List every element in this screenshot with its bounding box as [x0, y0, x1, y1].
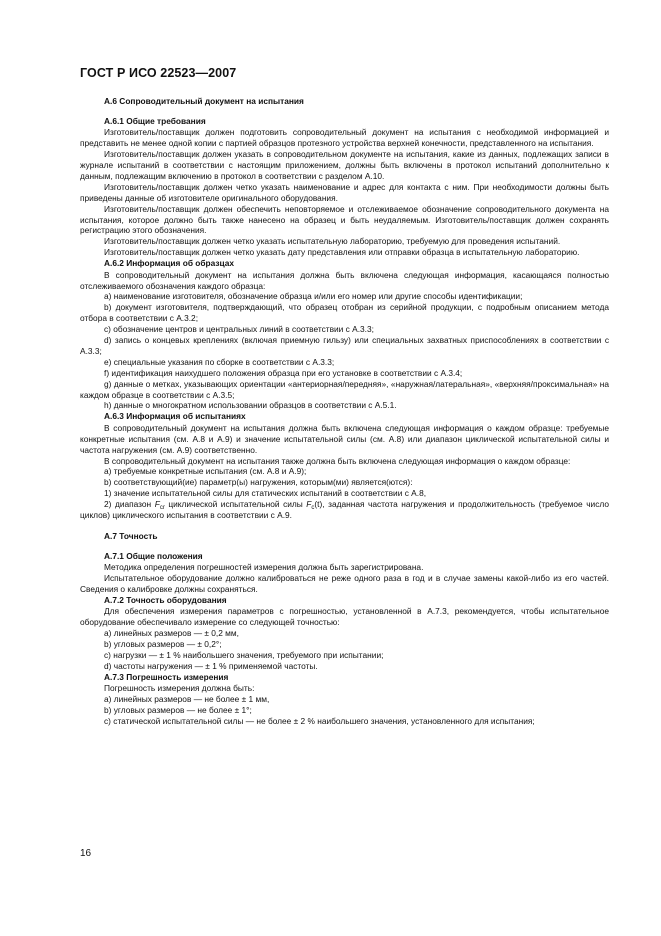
paragraph: Изготовитель/поставщик должен указать в сопроводительном документе на испытания, какие из данных, подлежащих записи в журнале испытаний в соответствии с настоящим приложением, должны быть включены в протокол испытаний дополнительно к данным, подлежащим включению в протокол в соответствии с разделом А.10. [80, 149, 609, 181]
formula-text: , заданная частота нагружения и продолжительность (требуемое число циклов) циклического испытания в соответствии с А.9. [80, 499, 609, 521]
list-item: e) специальные указания по сборке в соответствии с А.3.3; [104, 356, 335, 367]
subsection-heading-a7-2: А.7.2 Точность оборудования [104, 594, 227, 605]
list-item: d) запись о концевых креплениях (включая приемную гильзу) или специальных захватных приспособлениях в соответствии с А.3.3; [80, 335, 609, 356]
list-item-formula [80, 499, 609, 521]
list-item: c) статической испытательной силы — не более ± 2 % наибольшего значения, установленного для испытания; [104, 715, 535, 726]
page-number: 16 [80, 848, 92, 859]
list-item: a) линейных размеров — ± 0,2 мм, [104, 628, 239, 639]
paragraph: В сопроводительный документ на испытания должна быть включена следующая информация, касающаяся полностью отслеживаемого обозначения каждого образца: [80, 269, 609, 291]
list-item: a) требуемые конкретные испытания (см. А.8 и А.9); [104, 466, 307, 477]
section-heading-a7: А.7 Точность [104, 530, 158, 541]
formula-text: циклической испытательной силы [164, 499, 307, 510]
formula-subscript: cr [159, 505, 165, 512]
list-item: b) угловых размеров — не более ± 1°; [104, 705, 252, 716]
list-item: a) наименование изготовителя, обозначение образца и/или его номер или другие способы идентификации; [104, 291, 523, 302]
subsection-heading-a7-3: А.7.3 Погрешность измерения [104, 671, 229, 682]
list-item: d) частоты нагружения — ± 1 % применяемой частоты. [104, 660, 318, 671]
paragraph: В сопроводительный документ на испытания также должна быть включена следующая информация о каждом образце: [104, 455, 571, 466]
paragraph: Изготовитель/поставщик должен четко указать наименование и адрес для контакта с ним. При необходимости должны быть приведены данные об изготовителе оригинального оборудования. [80, 181, 609, 203]
paragraph: Для обеспечения измерения параметров с погрешностью, установленной в А.7.3, рекомендуется, чтобы испытательное оборудование обеспечивало измерение со следующей точностью: [80, 606, 609, 628]
paragraph: В сопроводительный документ на испытания должна быть включена следующая информация о каждом образце: требуемые конкретные испытания (см. А.8 и А.9) и значение испытательной силы (см. А.8) или диапазон циклической испытательной силы и частота нагружения (см. А.9) соответственно. [80, 422, 609, 455]
formula-argument: (t) [314, 499, 323, 510]
formula-text: 2) диапазон [104, 499, 155, 510]
list-item: c) обозначение центров и центральных линий в соответствии с А.3.3; [104, 324, 374, 335]
subsection-heading-a6-1: А.6.1 Общие требования [104, 115, 206, 126]
paragraph: Изготовитель/поставщик должен четко указать дату представления или отправки образца в испытательную лабораторию. [104, 247, 580, 258]
subsection-heading-a7-1: А.7.1 Общие положения [104, 550, 203, 561]
subsection-heading-a6-3: А.6.3 Информация об испытаниях [104, 411, 246, 422]
list-item: 1) значение испытательной силы для статических испытаний в соответствии с А.8, [104, 488, 427, 499]
formula-symbol: F [306, 499, 312, 510]
list-item: b) угловых размеров — ± 0,2°; [104, 639, 222, 650]
paragraph: Изготовитель/поставщик должен четко указать испытательную лабораторию, требуемую для проведения испытаний. [104, 236, 561, 247]
paragraph: Испытательное оборудование должно калиброваться не реже одного раза в год и в случае замены какой-либо из его частей. Сведения о калибровке должны сохраняться. [80, 573, 609, 595]
subsection-heading-a6-2: А.6.2 Информация об образцах [104, 258, 235, 269]
paragraph: Изготовитель/поставщик должен подготовить сопроводительный документ на испытания с необходимой информацией и представить не менее одной копии с партией образцов протезного устройства верхней конечности, представленного на испытания. [80, 127, 609, 149]
formula-subscript: c [311, 505, 315, 512]
paragraph: Методика определения погрешностей измерения должна быть зарегистрирована. [104, 562, 424, 573]
page-header-title: ГОСТ Р ИСО 22523—2007 [80, 66, 237, 80]
list-item: b) документ изготовителя, подтверждающий, что образец отобран из серийной продукции, с подробным описанием метода отбора в соответствии с А.3.2; [80, 302, 609, 324]
document-body [80, 96, 609, 727]
list-item: c) нагрузки — ± 1 % наибольшего значения, требуемого при испытании; [104, 650, 384, 660]
paragraph: Изготовитель/поставщик должен обеспечить неповторяемое и отслеживаемое обозначение сопроводительного документа на испытания, которое должно быть также нанесено на образец и быть неудаляемым. Изготовитель/поставщик должен сохранять регистрацию этого обозначения. [80, 203, 609, 236]
list-item: a) линейных размеров — не более ± 1 мм, [104, 694, 270, 705]
section-heading-a6: А.6 Сопроводительный документ на испытания [104, 96, 304, 106]
formula-symbol: F [154, 499, 160, 510]
list-item: h) данные о многократном использовании образцов в соответствии с А.5.1. [104, 400, 397, 411]
paragraph: Погрешность измерения должна быть: [104, 683, 255, 694]
list-item: f) идентификация наихудшего положения образца при его установке в соответствии с А.3.4; [104, 367, 463, 378]
list-item: b) соответствующий(ие) параметр(ы) нагружения, которым(ми) является(ются): [104, 477, 413, 488]
list-item: g) данные о метках, указывающих ориентации «антериорная/передняя», «наружная/латеральная», «верхняя/проксимальная» на каждом образце в соответствии с А.3.5; [80, 378, 609, 400]
